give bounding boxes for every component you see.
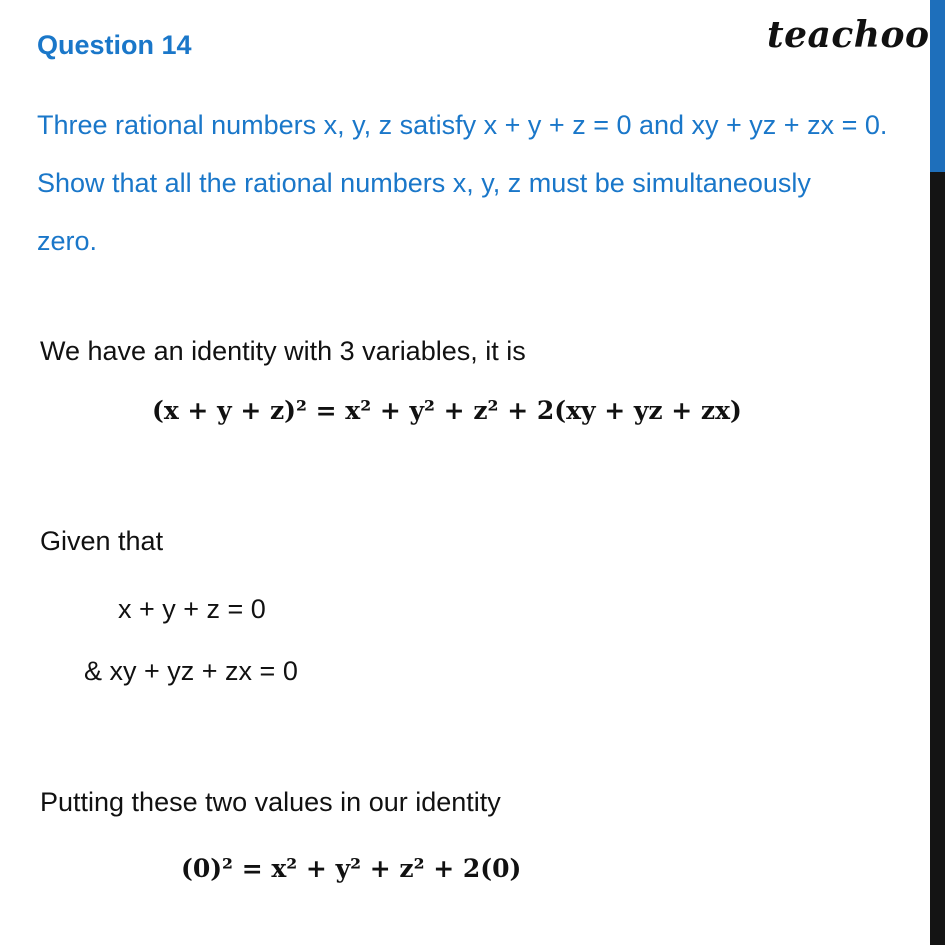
question-label: Question 14 [37, 30, 192, 60]
side-accent-blue [930, 0, 945, 172]
given-condition-1: x + y + z = 0 [118, 594, 266, 624]
substituted-equation: (0)² = x² + y² + z² + 2(0) [181, 854, 522, 883]
identity-equation: (x + y + z)² = x² + y² + z² + 2(xy + yz + zx) [152, 396, 742, 425]
question-line: Three rational numbers x, y, z satisfy x + y + z = 0 and xy + yz + zx = 0. [37, 110, 888, 140]
question-text [37, 96, 927, 270]
given-heading: Given that [40, 526, 164, 556]
brand-logo: teachoo [767, 14, 930, 56]
side-accent-dark [930, 172, 945, 945]
identity-intro: We have an identity with 3 variables, it is [40, 336, 526, 366]
putting-values-text: Putting these two values in our identity [40, 787, 501, 817]
question-line: Show that all the rational numbers x, y, z must be simultaneously [37, 168, 811, 198]
question-line: zero. [37, 226, 98, 256]
given-condition-2: & xy + yz + zx = 0 [84, 656, 298, 686]
side-accent-bar [930, 0, 945, 945]
